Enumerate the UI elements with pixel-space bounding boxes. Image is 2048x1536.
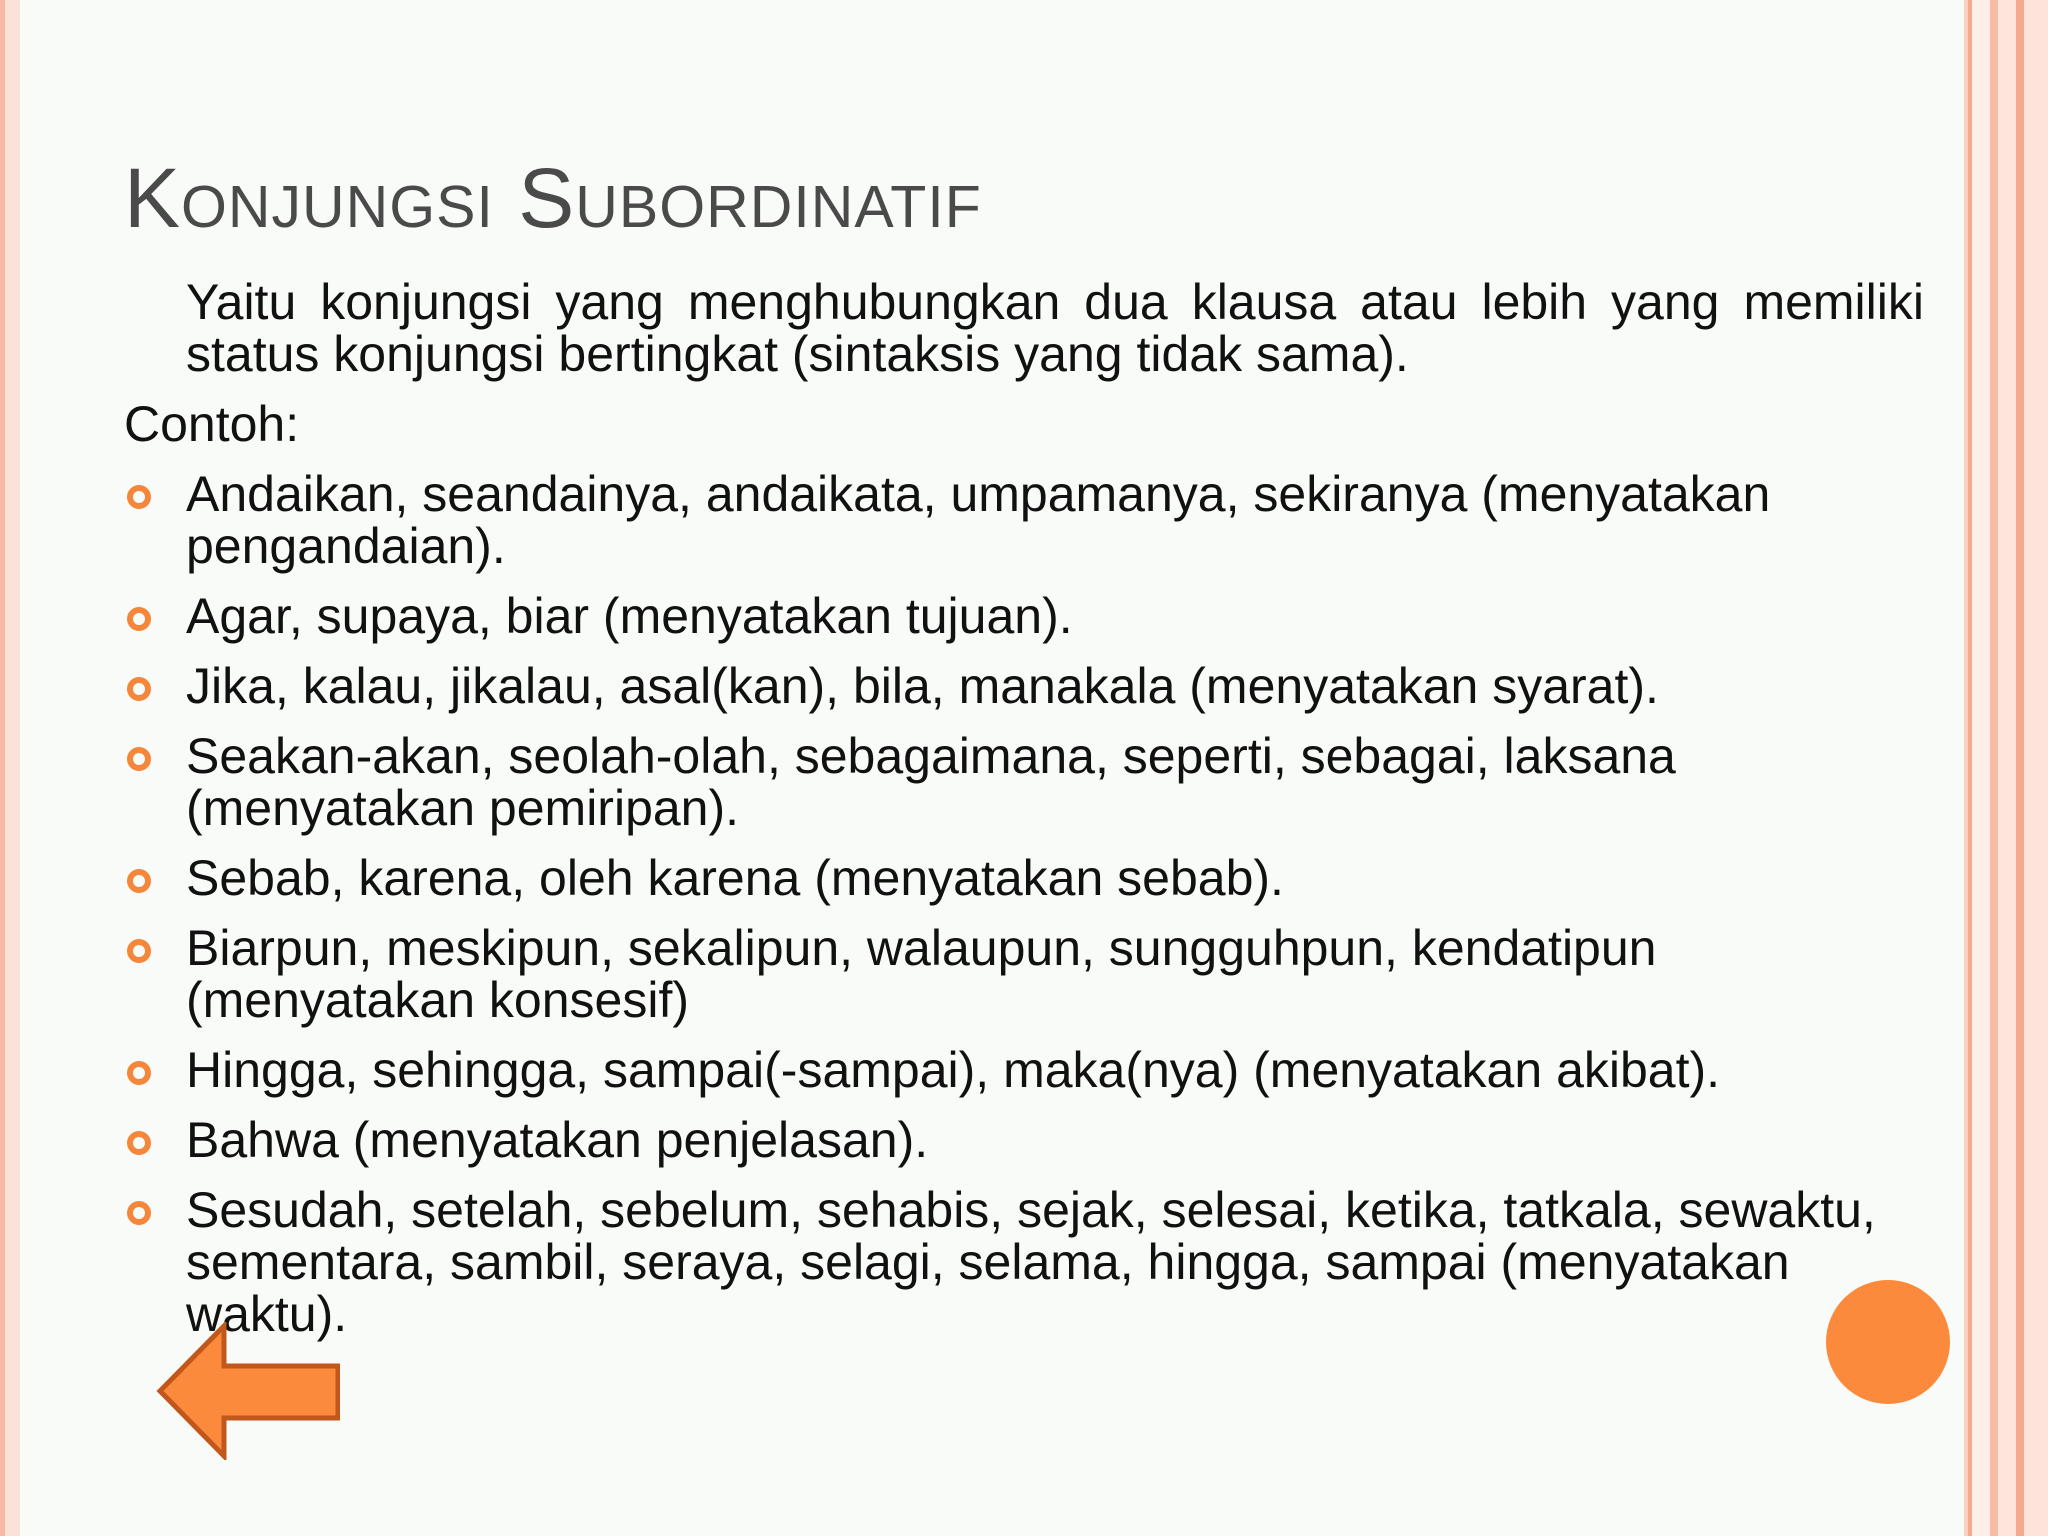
list-item-text: Sesudah, setelah, sebelum, sehabis, sejak, selesai, ketika, tatkala, sewaktu, sementara, sambil, seraya, selagi, selama, hingga, sampai (menyatakan waktu). — [186, 1182, 1876, 1342]
list-item — [124, 922, 1924, 1026]
ring-bullet-icon — [127, 939, 151, 963]
slide-title: Konjungsi Subordinatif — [124, 151, 982, 245]
ring-bullet-icon — [127, 747, 151, 771]
list-item-text: Agar, supaya, biar (menyatakan tujuan). — [186, 588, 1073, 644]
example-list — [124, 468, 1924, 1340]
list-item — [124, 468, 1924, 572]
list-item-text: Sebab, karena, oleh karena (menyatakan sebab). — [186, 850, 1284, 906]
ring-bullet-icon — [127, 1201, 151, 1225]
list-item — [124, 1114, 1924, 1166]
intro-paragraph: Yaitu konjungsi yang menghubungkan dua klausa atau lebih yang memiliki status konjungsi bertingkat (sintaksis yang tidak sama). — [186, 274, 1924, 382]
list-item-text: Andaikan, seandainya, andaikata, umpamanya, sekiranya (menyatakan pengandaian). — [186, 466, 1771, 574]
right-border-stripes — [1960, 0, 2048, 1536]
ring-bullet-icon — [127, 677, 151, 701]
list-item-text: Jika, kalau, jikalau, asal(kan), bila, manakala (menyatakan syarat). — [186, 658, 1659, 714]
list-item-text: Hingga, sehingga, sampai(-sampai), maka(nya) (menyatakan akibat). — [186, 1042, 1721, 1098]
list-item — [124, 852, 1924, 904]
ring-bullet-icon — [127, 1061, 151, 1085]
left-arrow-icon[interactable] — [156, 1322, 340, 1460]
list-item-text: Bahwa (menyatakan penjelasan). — [186, 1112, 929, 1168]
list-item-text: Seakan-akan, seolah-olah, sebagaimana, seperti, sebagai, laksana (menyatakan pemiripan). — [186, 728, 1676, 836]
list-item — [124, 1184, 1924, 1340]
list-item — [124, 1044, 1924, 1096]
list-item-text: Biarpun, meskipun, sekalipun, walaupun, sungguhpun, kendatipun (menyatakan konsesif) — [186, 920, 1657, 1028]
list-item — [124, 730, 1924, 834]
slide-content — [124, 276, 1924, 1358]
ring-bullet-icon — [127, 607, 151, 631]
list-item — [124, 590, 1924, 642]
ring-bullet-icon — [127, 485, 151, 509]
left-border-stripe — [0, 0, 20, 1536]
circle-button-icon[interactable] — [1826, 1280, 1950, 1404]
example-heading: Contoh: — [124, 396, 300, 452]
list-item — [124, 660, 1924, 712]
ring-bullet-icon — [127, 869, 151, 893]
ring-bullet-icon — [127, 1131, 151, 1155]
